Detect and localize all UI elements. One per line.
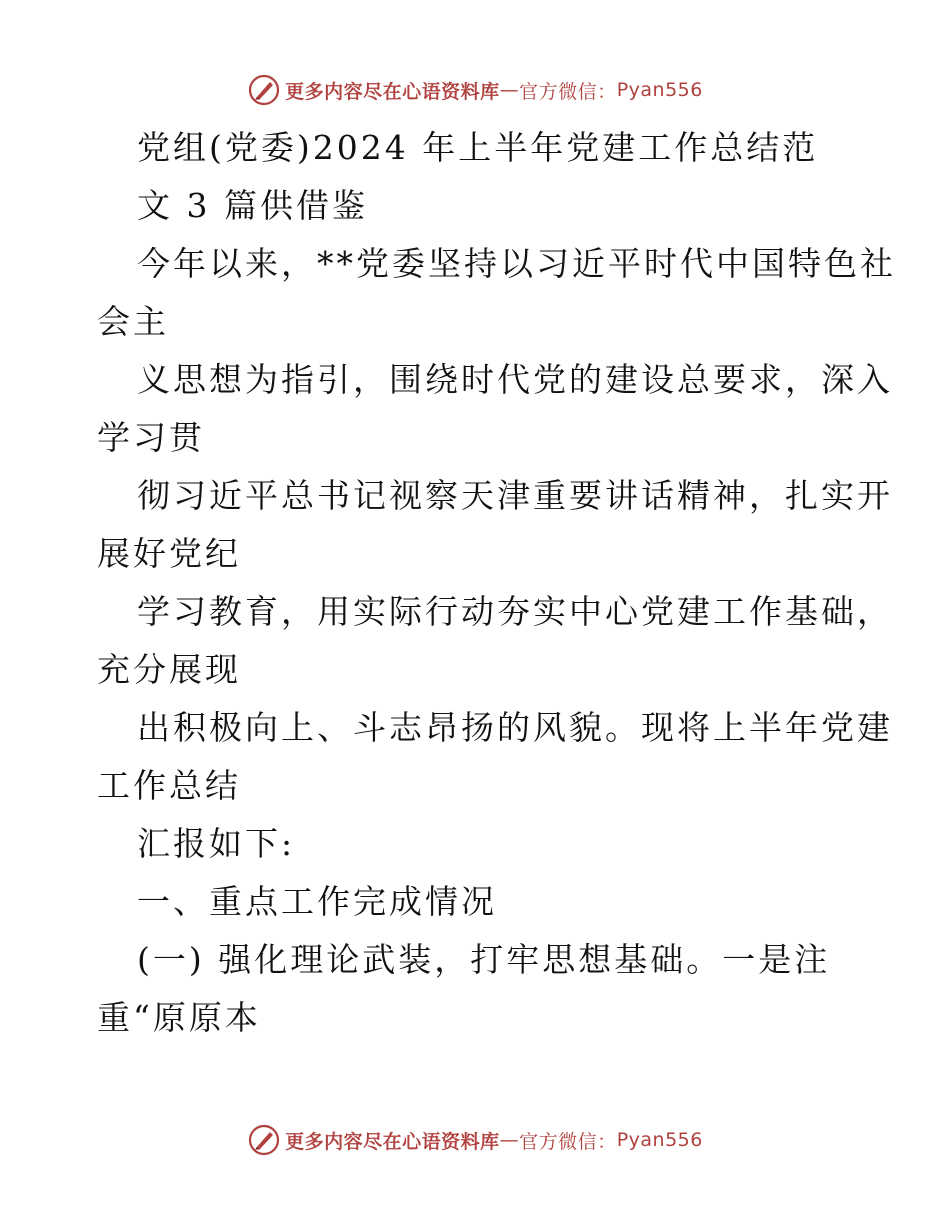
footer-watermark — [0, 1120, 950, 1160]
paragraph-line: 彻习近平总书记视察天津重要讲话精神，扎实开 — [137, 476, 893, 515]
paragraph-line: 今年以来，**党委坚持以习近平时代中国特色社 — [137, 244, 896, 283]
watermark-wechat-id: Pyan556 — [616, 1129, 703, 1151]
watermark-separator: — — [499, 79, 520, 101]
subsection-heading: (一) 强化理论武装，打牢思想基础。一是注 — [137, 940, 831, 979]
paragraph-line: 学习贯 — [97, 418, 205, 457]
document-title-line-2: 文 3 篇供借鉴 — [137, 186, 368, 225]
watermark-brand-text: 更多内容尽在心语资料库 — [285, 1130, 500, 1153]
paragraph-line: 汇报如下: — [137, 824, 296, 863]
watermark-separator: — — [499, 1129, 520, 1151]
paragraph-line: 学习教育，用实际行动夯实中心党建工作基础， — [137, 592, 893, 631]
paragraph-line: 义思想为指引，围绕时代党的建设总要求，深入 — [137, 360, 893, 399]
quill-pen-logo-icon — [247, 73, 281, 107]
paragraph-line: 会主 — [97, 302, 169, 341]
header-watermark — [0, 70, 950, 110]
paragraph-line: 充分展现 — [97, 650, 241, 689]
document-title-line-1: 党组(党委)2024 年上半年党建工作总结范 — [137, 128, 819, 167]
watermark-wechat-label: 官方微信： — [519, 1130, 617, 1153]
paragraph-line: 重“原原本 — [97, 998, 261, 1037]
quill-pen-logo-icon — [247, 1123, 281, 1157]
watermark-wechat-id: Pyan556 — [616, 79, 703, 101]
paragraph-line: 出积极向上、斗志昂扬的风貌。现将上半年党建 — [137, 708, 893, 747]
watermark-wechat-label: 官方微信： — [519, 80, 617, 103]
section-heading: 一、重点工作完成情况 — [137, 882, 497, 921]
watermark-brand-text: 更多内容尽在心语资料库 — [285, 80, 500, 103]
paragraph-line: 展好党纪 — [97, 534, 241, 573]
paragraph-line: 工作总结 — [97, 766, 241, 805]
